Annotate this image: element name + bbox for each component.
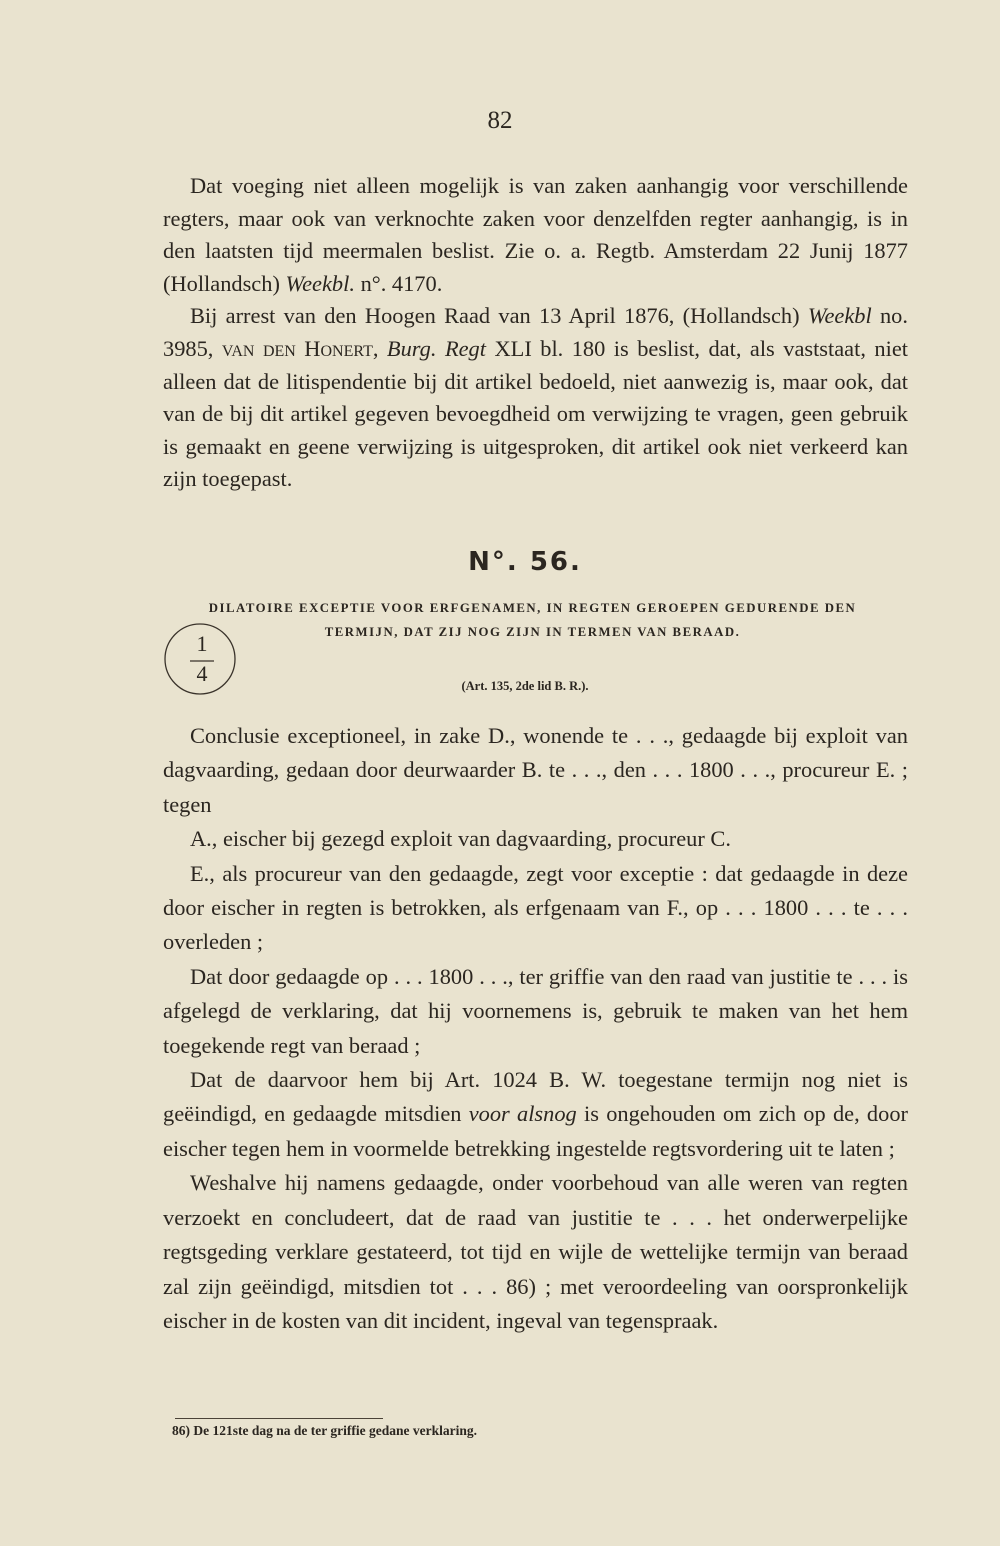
conclusion-text: [163, 719, 908, 1338]
intro-paragraph-1: [163, 170, 908, 300]
conclusion-paragraph-1: Conclusie exceptioneel, in zake D., wonende te . . ., gedaagde bij exploit van dagvaarding, gedaan door deurwaarder B. te . . ., den . . . 1800 . . ., procureur E. ; tegen: [163, 723, 908, 817]
intro-p2-author: van den Honert,: [221, 335, 379, 361]
conclusion-paragraph-6: Weshalve hij namens gedaagde, onder voorbehoud van alle weren van regten verzoekt en concludeert, dat de raad van justitie te . . . het onderwerpelijke regtsgeding verklare gestateerd, tot tijd en wijle de wettelijke termijn van beraad zal zijn geëindigd, mitsdien tot . . . 86) ; met veroordeeling van oorspronkelijk eischer in de kosten van dit incident, ingeval van tegenspraak.: [163, 1170, 908, 1333]
intro-p2-c: XLI bl. 180 is beslist, dat, als vaststaat, niet alleen dat de litispendentie bij dit artikel bedoeld, niet aanwezig is, maar ook, dat van de bij dit artikel gegeven bevoegdheid om verwijzing te vragen, geen gebruik is gemaakt en geene verwijzing is uitgesproken, dit artikel ook niet verkeerd kan zijn toegepast.: [163, 335, 908, 492]
conclusion-p5-a: Dat de daarvoor hem bij Art. 1024 B. W. toegestane termijn nog niet is geëindigd, en gedaagde mitsdien: [163, 1067, 908, 1127]
page-number: 82: [487, 107, 513, 134]
intro-paragraph-2: [163, 300, 908, 496]
conclusion-p5-b: is ongehouden om zich op de, door eischer tegen hem in voormelde betrekking ingestelde regtsvordering uit te laten ;: [163, 1101, 908, 1161]
conclusion-paragraph-5: [163, 1063, 908, 1166]
intro-text: [163, 170, 908, 496]
footnote: 86) De 121ste dag na de ter griffie gedane verklaring.: [172, 1423, 477, 1438]
section-heading: DILATOIRE EXCEPTIE VOOR ERFGENAMEN, IN REGTEN GEROEPEN GEDURENDE DEN TERMIJN, DAT ZIJ NOG ZIJN IN TERMEN VAN BERAAD.: [208, 601, 857, 639]
section-number: N°. 56.: [468, 547, 582, 577]
intro-p1-end: n°. 4170.: [360, 270, 443, 296]
intro-p1-weekbl: Weekbl.: [285, 270, 355, 296]
article-reference: (Art. 135, 2de lid B. R.).: [461, 679, 589, 693]
intro-p2-burg: Burg. Regt: [386, 335, 486, 361]
intro-p2-weekbl: Weekbl: [807, 303, 872, 329]
conclusion-paragraph-3: E., als procureur van den gedaagde, zegt voor exceptie : dat gedaagde in deze door eischer in regten is betrokken, als erfgenaam van F., op . . . 1800 . . . te . . . overleden ;: [163, 860, 908, 955]
footnote-divider: [175, 1418, 383, 1419]
conclusion-paragraph-2: A., eischer bij gezegd exploit van dagvaarding, procureur C.: [190, 826, 731, 852]
intro-p1-text: Dat voeging niet alleen mogelijk is van zaken aanhangig voor verschillende regters, maar ook van verknochte zaken voor denzelfden regter aanhangig, is in den laatsten tijd meermalen beslist. Zie o. a. Regtb. Amsterdam 22 Junij 1877 (Hollandsch): [163, 173, 908, 296]
stamp-numerator: 1: [196, 631, 208, 656]
stamp-denominator: 4: [196, 661, 208, 686]
conclusion-paragraph-4: Dat door gedaagde op . . . 1800 . . ., ter griffie van den raad van justitie te . . . is afgelegd de verklaring, dat hij voornemens is, gebruik te maken van het hem toegekende regt van beraad ;: [163, 963, 908, 1058]
fraction-stamp: [162, 621, 237, 696]
conclusion-p5-italic: voor alsnog: [468, 1101, 577, 1127]
intro-p2-a: Bij arrest van den Hoogen Raad van 13 April 1876, (Hollandsch): [190, 303, 800, 329]
intro-p2-b: no. 3985,: [163, 303, 908, 361]
